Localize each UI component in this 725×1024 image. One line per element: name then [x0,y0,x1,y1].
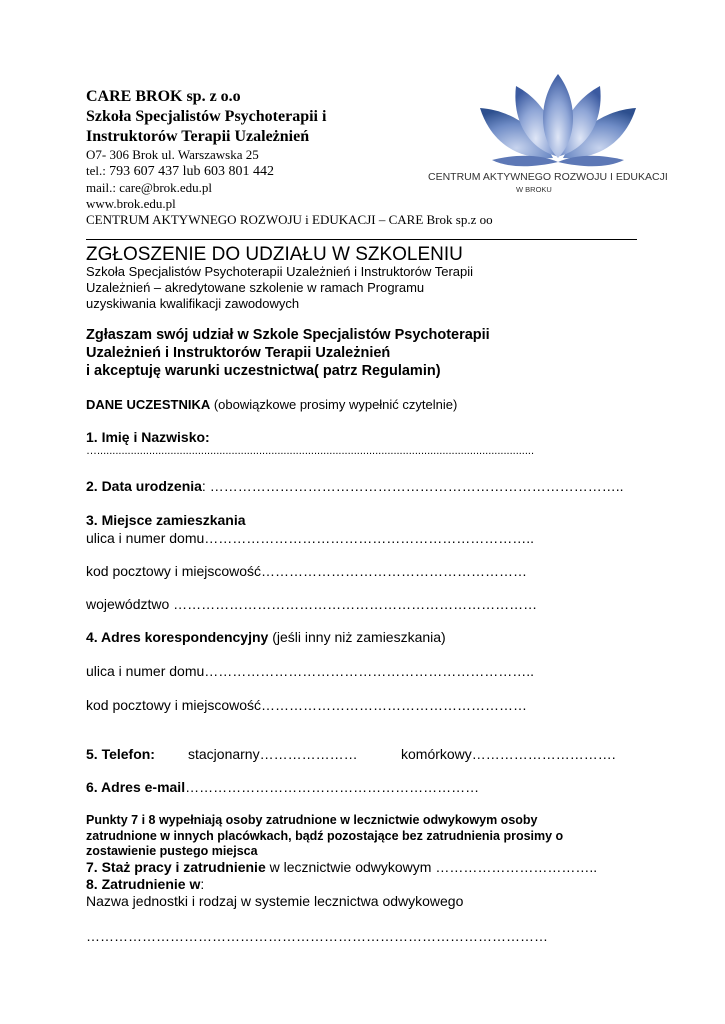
field-phone-mobile[interactable]: komórkowy…………………………. [401,746,616,762]
field-phone-label: 5. Telefon: [86,746,155,762]
phone [86,163,274,180]
declaration-line2: Uzależnień i Instruktorów Terapii Uzależnień [86,345,391,361]
header-divider [86,239,637,240]
org-name: CARE BROK sp. z o.o [86,88,241,105]
form-title: ZGŁOSZENIE DO UDZIAŁU W SZKOLENIU [86,244,463,265]
field-name-input-line[interactable]: …............................................................................................................................................... [86,445,535,457]
field-employment-colon: : [200,876,205,892]
field-email [86,779,479,795]
phone-label: tel.: [86,163,110,178]
school-name-line2: Instruktorów Terapii Uzależnień [86,128,310,145]
field-residence-label: 3. Miejsce zamieszkania [86,512,246,528]
school-name-line1: Szkoła Specjalistów Psychoterapii i [86,108,327,125]
declaration-line3: i akceptuję warunki uczestnictwa( patrz Regulamin) [86,363,441,379]
lotus-icon [420,70,695,200]
field-residence-street[interactable]: ulica i numer domu…………………………………………………………….. [86,530,535,546]
field-correspondence-label: 4. Adres korespondencyjny [86,629,269,645]
centre-logo [420,70,695,200]
field-employment-input-line[interactable]: ……………………………………………………………………………………… [86,928,548,944]
field-experience [86,859,597,875]
website: www.brok.edu.pl [86,196,176,211]
field-residence-region[interactable]: województwo …………………………………………………………………… [86,596,538,612]
field-name-label: 1. Imię i Nazwisko: [86,429,210,445]
field-phone-landline[interactable]: stacjonarny………………… [188,746,358,762]
field-correspondence-postal[interactable]: kod pocztowy i miejscowość………………………………………………… [86,697,528,713]
field-employment [86,876,204,892]
field-correspondence-street[interactable]: ulica i numer domu…………………………………………………………….. [86,663,535,679]
field-employment-label: 8. Zatrudnienie w [86,876,201,892]
field-correspondence [86,629,446,645]
email: mail.: care@brok.edu.pl [86,180,213,195]
field-employment-sub: Nazwa jednostki i rodzaj w systemie lecznictwa odwykowego [86,893,464,909]
subtitle-line2: Uzależnień – akredytowane szkolenie w ramach Programu [86,280,425,295]
field-email-label: 6. Adres e-mail [86,779,186,795]
participant-heading-label: DANE UCZESTNIKA [86,397,211,412]
field-experience-input-line[interactable]: w lecznictwie odwykowym …………………………….. [265,859,598,875]
logo-name-line2: W BROKU [516,185,552,194]
participant-heading-note: (obowiązkowe prosimy wypełnić czytelnie) [210,397,458,412]
field-email-input-line[interactable]: ……………………………………………………… [185,779,480,795]
field-birthdate [86,478,623,494]
participant-heading [86,397,457,412]
address: O7- 306 Brok ul. Warszawska 25 [86,147,259,162]
centre-line: CENTRUM AKTYWNEGO ROZWOJU i EDUKACJI – CARE Brok sp.z oo [86,212,493,227]
field-correspondence-note: (jeśli inny niż zamieszkania) [268,629,446,645]
subtitle-line3: uzyskiwania kwalifikacji zawodowych [86,296,300,311]
field-birthdate-input-line[interactable]: : …………………………………………………………………………….. [201,478,624,494]
subtitle-line1: Szkoła Specjalistów Psychoterapii Uzależnień i Instruktorów Terapii [86,264,474,279]
note-line1: Punkty 7 i 8 wypełniają osoby zatrudnione w lecznictwie odwykowym osoby [86,813,538,827]
field-residence-postal[interactable]: kod pocztowy i miejscowość………………………………………………… [86,563,528,579]
field-experience-label: 7. Staż pracy i zatrudnienie [86,859,266,875]
logo-name-line1: CENTRUM AKTYWNEGO ROZWOJU I EDUKACJI [428,171,668,183]
declaration-line1: Zgłaszam swój udział w Szkole Specjalistów Psychoterapii [86,327,490,343]
note-line3: zostawienie pustego miejsca [86,844,258,858]
field-birthdate-label: 2. Data urodzenia [86,478,202,494]
note-line2: zatrudnione w innych placówkach, bądź pozostające bez zatrudnienia prosimy o [86,829,564,843]
phone-value: 793 607 437 lub 603 801 442 [109,164,274,179]
